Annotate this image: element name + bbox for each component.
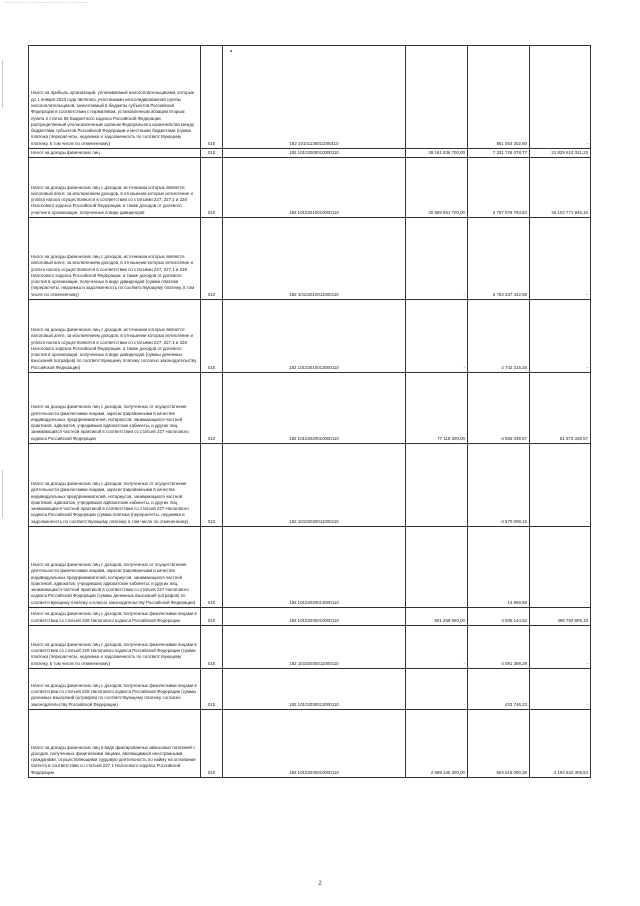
binding-mark <box>2 470 9 518</box>
row-line-code: 010 <box>201 46 223 149</box>
row-approved-amount: 30 859 851 700,00 <box>406 158 468 218</box>
row-line-code: 010 <box>201 710 223 778</box>
row-approved-amount: - <box>406 626 468 669</box>
table-row <box>29 710 591 778</box>
row-unexecuted-amount: - <box>530 218 591 300</box>
row-approved-amount: - <box>406 218 468 300</box>
row-name-text: Налог на доходы физических лиц <box>31 149 100 155</box>
page-number: 2 <box>318 881 322 887</box>
row-unexecuted-amount: - <box>530 669 591 710</box>
row-executed-amount: 423 746,23 <box>468 669 530 710</box>
row-unexecuted-amount: - <box>530 527 591 608</box>
row-name-text: Налог на доходы физических лиц с доходов, источником которых является налоговый агент, за исключением доходов, в отношении которых исчисление и уплата налога осуществляются в соответствии со статьями 227, 227.1 и 228 Налогового кодекса Российской Федерации, а также доходов от долевого участия в организации, полученных в виде дивидендов (суммы денежных взысканий (штрафов) по соответствующему платежу согласно законодательству Российской Федерации) <box>31 326 197 370</box>
page-header-strip: — — — — — — — — — — — — — — — — — — — <box>4 0 89 4</box>
row-budget-code: 182 10101130011000110 <box>223 46 406 149</box>
table-row <box>29 608 591 626</box>
row-line-code: 010 <box>201 527 223 608</box>
table-row <box>29 626 591 669</box>
row-name-text: Налог на доходы физических лиц с доходов, полученных от осуществления деятельности физическими лицами, зарегистрированными в качестве индивидуальных предпринимателей, нотариусов, занимающихся частной практикой, адвокатов, учредивших адвокатские кабинеты, и других лиц, занимающихся частной практикой в соответствии со статьей 227 Налогового кодекса Российской Федерации (суммы денежных взысканий (штрафов) по соответствующему платежу согласно законодательству Российской Федерации) <box>31 561 196 605</box>
row-name-text: Налог на доходы физических лиц в виде фиксированных авансовых платежей с доходов, полученных физическими лицами, являющимися иностранными гражданами, осуществляющими трудовую деятельность по найму на основании патента в соответствии со статьей 227.1 Налогового кодекса Российской Федерации <box>31 744 196 775</box>
row-name <box>29 527 201 608</box>
table-row <box>29 373 591 444</box>
row-executed-amount: 14 968,58 <box>468 527 530 608</box>
row-executed-amount: 2 742 316,25 <box>468 300 530 373</box>
row-budget-code: 182 10102030010000110 <box>223 608 406 626</box>
table-row <box>29 527 591 608</box>
table-row <box>29 300 591 373</box>
row-name-text: Налог на доходы физических лиц с доходов, полученных физическими лицами в соответствии со статьей 228 Налогового кодекса Российской Федерации (сумма платежа (перерасчеты, недоимка и задолженность по соответствующему платежу, в том числе по отмененному) <box>31 641 197 666</box>
row-executed-amount: 4 505 144,52 <box>468 608 530 626</box>
row-name-text: Налог на доходы физических лиц с доходов, полученных физическими лицами в соответствии со статьей 228 Налогового кодекса Российской Федерации (суммы денежных взысканий (штрафов) по соответствующему платежу согласно законодательству Российской Федерации) <box>31 682 197 707</box>
row-approved-amount: - <box>406 527 468 608</box>
row-executed-amount: 5 754 337 442,59 <box>468 218 530 300</box>
row-approved-amount: 39 161 836 700,00 <box>406 149 468 158</box>
table-row <box>29 149 591 158</box>
row-unexecuted-amount: 496 763 805,18 <box>530 608 591 626</box>
row-unexecuted-amount: - <box>530 46 591 149</box>
row-name <box>29 373 201 444</box>
row-approved-amount: 2 699 140 300,00 <box>406 710 468 778</box>
table-row <box>29 218 591 300</box>
table-row <box>29 46 591 149</box>
row-unexecuted-amount: 31 829 610 321,23 <box>530 149 591 158</box>
row-unexecuted-amount: 25 102 771 946,16 <box>530 158 591 218</box>
row-line-code: 010 <box>201 444 223 527</box>
row-line-code: 010 <box>201 158 223 218</box>
row-executed-amount: 7 331 726 378,77 <box>468 149 530 158</box>
row-line-code: 010 <box>201 669 223 710</box>
binding-mark <box>2 60 9 108</box>
row-budget-code: 182 10102030011000110 <box>223 626 406 669</box>
row-budget-code: 182 10102020011000110 <box>223 444 406 527</box>
row-name <box>29 608 201 626</box>
row-budget-code: 182 10102010013000110 <box>223 300 406 373</box>
row-line-code: 010 <box>201 300 223 373</box>
table-row <box>29 158 591 218</box>
row-executed-amount: 504 618 090,36 <box>468 710 530 778</box>
row-unexecuted-amount: 2 194 522 409,64 <box>530 710 591 778</box>
row-name <box>29 626 201 669</box>
row-name <box>29 218 201 300</box>
row-name <box>29 46 201 149</box>
row-name-text: Налог на доходы физических лиц с доходов, источником которых является налоговый агент, за исключением доходов, в отношении которых исчисление и уплата налога осуществляются в соответствии со статьями 227, 227.1 и 228 Налогового кодекса Российской Федерации, а также доходов от долевого участия в организации, полученных в виде дивидендов (сумма платежа (перерасчеты, недоимка и задолженность по соответствующему платежу, в том числе по отмененному) <box>31 253 195 297</box>
row-name-text: Налог на прибыль организаций, уплачиваемый налогоплательщиками, которые до 1 января 2023 года являлись участниками консолидированной группы налогоплательщиков, зачисляемый в бюджеты субъектов Российской Федерации в соответствии с нормативом, установленным абзацем вторым пункта 2 статьи 56 Бюджетного кодекса Российской Федерации, распределяемый уполномоченным органом Федерального казначейства между бюджетами субъектов Российской Федерации и местными бюджетами (сумма платежа (перерасчеты, недоимка и задолженность по соответствующему платежу, в том числе по отмененному) <box>31 90 195 146</box>
row-executed-amount: 851 054 302,60 <box>468 46 530 149</box>
row-approved-amount: 77 118 300,00 <box>406 373 468 444</box>
row-approved-amount: 501 268 950,00 <box>406 608 468 626</box>
row-approved-amount: - <box>406 669 468 710</box>
row-unexecuted-amount: - <box>530 300 591 373</box>
row-budget-code: 182 10102020010000110 <box>223 373 406 444</box>
row-budget-code: 182 10102040010000110 <box>223 710 406 778</box>
row-name-text: Налог на доходы физических лиц с доходов, полученных от осуществления деятельности физическими лицами, зарегистрированными в качестве индивидуальных предпринимателей, нотариусов, занимающихся частной практикой, адвокатов, учредивших адвокатские кабинеты, и других лиц, занимающихся частной практикой в соответствии со статьей 227 Налогового кодекса Российской Федерации <box>31 404 189 441</box>
row-name <box>29 300 201 373</box>
row-name <box>29 710 201 778</box>
row-executed-amount: -4 555 039,57 <box>468 373 530 444</box>
row-budget-code: 182 10102010010000110 <box>223 158 406 218</box>
scan-speck <box>230 50 232 52</box>
row-name-text: Налог на доходы физических лиц с доходов, полученных физическими лицами в соответствии со статьей 228 Налогового кодекса Российской Федерации <box>31 611 197 623</box>
row-name <box>29 444 201 527</box>
row-name-text: Налог на доходы физических лиц с доходов, источником которых является налоговый агент, за исключением доходов, в отношении которых исчисление и уплата налога осуществляются в соответствии со статьями 227, 227.1 и 228 Налогового кодекса Российской Федерации, а также доходов от долевого участия в организации, полученных в виде дивидендов <box>31 184 193 215</box>
table-row <box>29 669 591 710</box>
row-budget-code: 182 10102010011000110 <box>223 218 406 300</box>
row-name <box>29 149 201 158</box>
row-name <box>29 669 201 710</box>
row-budget-code: 182 10102000010000110 <box>223 149 406 158</box>
report-body <box>29 46 591 778</box>
row-approved-amount: - <box>406 300 468 373</box>
row-name-text: Налог на доходы физических лиц с доходов, полученных от осуществления деятельности физическими лицами, зарегистрированными в качестве индивидуальных предпринимателей, нотариусов, занимающихся частной практикой, адвокатов, учредивших адвокатские кабинеты, и других лиц, занимающихся частной практикой в соответствии со статьей 227 Налогового кодекса Российской Федерации (сумма платежа (перерасчеты, недоимка и задолженность по соответствующему платежу, в том числе по отмененному) <box>31 480 189 524</box>
row-budget-code: 182 10102020013000110 <box>223 527 406 608</box>
row-line-code: 010 <box>201 608 223 626</box>
row-line-code: 010 <box>201 149 223 158</box>
row-approved-amount <box>406 46 468 149</box>
row-executed-amount: 5 757 079 753,84 <box>468 158 530 218</box>
row-unexecuted-amount: 81 673 339,57 <box>530 373 591 444</box>
income-report-table <box>28 45 591 778</box>
row-approved-amount: - <box>406 444 468 527</box>
row-unexecuted-amount: - <box>530 444 591 527</box>
row-budget-code: 182 10102030013000110 <box>223 669 406 710</box>
row-executed-amount: -4 570 008,15 <box>468 444 530 527</box>
row-name <box>29 158 201 218</box>
row-unexecuted-amount: - <box>530 626 591 669</box>
row-line-code: 010 <box>201 626 223 669</box>
row-line-code: 010 <box>201 218 223 300</box>
row-executed-amount: 4 081 398,29 <box>468 626 530 669</box>
row-line-code: 010 <box>201 373 223 444</box>
table-row <box>29 444 591 527</box>
